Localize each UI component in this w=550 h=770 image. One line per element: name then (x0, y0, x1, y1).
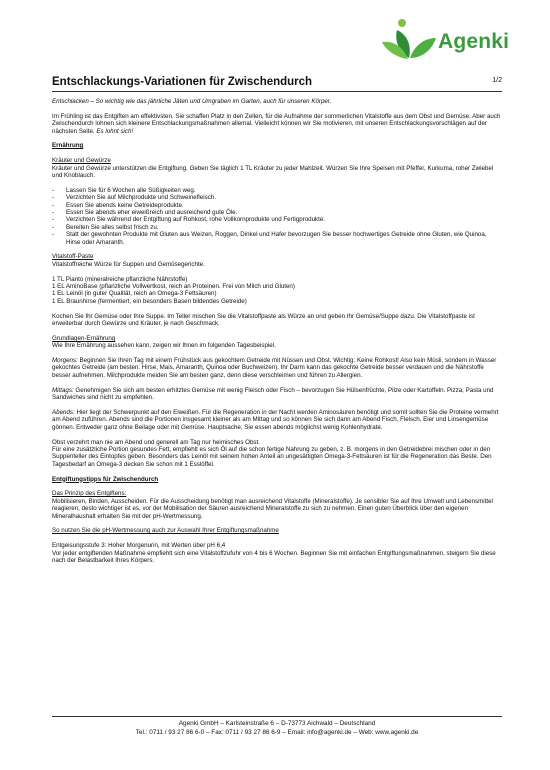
footer-address: Agenki GmbH – Karlsteinstraße 6 – D-73773 Aichwald – Deutschland (178, 720, 376, 727)
abends-paragraph (52, 409, 502, 431)
intro-emphasis: Es lohnt sich! (96, 127, 134, 135)
ingredient-item: 1 EL Braunhirse (fermentiert, ein besonders Basen bildendes Getreide) (52, 297, 247, 305)
ingredient-item: 1 EL AminoBase (pflanzliche Vollwertkost, reich an Proteinen. Frei von Milch und Gluten) (52, 283, 295, 291)
mittags-text: Genehmigen Sie sich am besten erhitztes Gemüse mit wenig Fleisch oder Fisch – bevorzugen Sie Hülsenfrüchte, Pilze oder Kartoffeln. Pizza, Pasta und Sandwiches sind nicht zu empfehlen. (52, 386, 494, 402)
morgens-paragraph (52, 357, 502, 379)
leaf-logo-icon (380, 18, 438, 64)
intro-paragraph-text: Im Frühling ist das Entgiften am effektivsten. Sie schaffen Platz in den Zellen, für die Aufnahme der sommerlichen Vitalstoffe aus dem Obst und Gemüse. Aber auch Zwischendurch lohnen sich kleinere Entschlackungsmaßnahmen allemal. Vielleicht können wir Sie motivieren, mit unseren Entschlackungsvorschlägen auf der nächsten Seite. (52, 112, 501, 135)
mittags-label: Mittags: (52, 386, 74, 394)
agenki-logo (380, 18, 530, 66)
subheading-prinzip: Das Prinzip des Entgiftens: (52, 490, 127, 498)
subheading-ph: So nutzen Sie die pH-Wertmessung auch zur Auswahl Ihrer Entgiftungsmaßnahme (52, 527, 279, 535)
kraeuter-text: Kräuter und Gewürze unterstützen die Entgiftung. Geben Sie täglich 1 TL Kräuter zu jeder Mahlzeit. Würzen Sie Ihre Speisen mit Pfeffer, Kurkuma, roher Zwiebel und Knoblauch. (52, 164, 494, 180)
subheading-vitalstoff: Vitalstoff-Paste (52, 253, 94, 261)
fett-text: Für eine zusätzliche Portion gesundes Fett, empfiehlt es sich Öl auf die schon fertige Nahrung zu geben, z. B. morgens in den Getreidebrei mischen oder in den Suppenteller des Eintopfes geben. Besonders das Leinöl mit seinem hohen Anteil an ungesättigten Omega-3-Fettsäuren ist für die Regeneration das Beste. Den Tagesbedarf an Omega-3 decken Sie schon mit 1 Esslöffel. (52, 445, 492, 468)
subheading-grundlagen: Grundlagen-Ernährung (52, 334, 116, 342)
page-number: 1/2 (492, 77, 502, 84)
intro-text: Entschlacken – So wichtig wie das jährliche Jäten und Umgraben im Garten, auch für unseren Körper. (52, 98, 332, 105)
intro-paragraph (52, 113, 502, 135)
vitalstoff-usage: Kochen Sie Ihr Gemüse oder Ihre Suppe. Im Teller mischen Sie die Vitalstoffpaste als Würze an und geben Ihr Gemüse/Suppe dazu. Die Vitalstoffpaste ist erweiterbar durch Gewürze und Kräuter, je nach Geschmack. (52, 312, 475, 328)
page-title: Entschlackungs-Variationen für Zwischendurch (52, 76, 313, 88)
stufe3-text: Vor jeder entgiftenden Maßnahme empfiehlt sich eine Vitalstoffzufuhr von 4 bis 6 Wochen. Beginnen Sie mit einfachen Entgiftungsmaßnahmen, steigern Sie diese nach der Belastbarkeit Ihres Körpers. (52, 549, 496, 564)
grundlagen-text: Wie Ihre Ernährung aussehen kann, zeigen wir Ihnen im folgenden Tagesbeispiel. (52, 342, 276, 350)
logo-wordmark: Agenki (438, 30, 510, 53)
list-item: - Essen Sie abends keine Getreideprodukte. (52, 202, 502, 209)
section-heading-entgiftung: Entgiftungstipps für Zwischendurch (52, 475, 159, 483)
abends-label: Abends: (52, 408, 75, 416)
section-heading-ernaehrung: Ernährung (52, 142, 84, 150)
prinzip-text: Mobilisieren, Binden, Ausscheiden. Für die Ausscheidung benötigt man ausreichend Vitalstoffe (Mineralstoffe). Je sensibler Sie auf Ihre Umwelt und Lebensmittel reagieren, desto wichtiger ist es, vor der Mobilisation der Säuren ausreichend Mineralstoffe zu sich zu nehmen. Einen guten Überblick über den eigenen Mineralhaushalt erhalten Sie mit der pH-Wertmessung. (52, 497, 493, 520)
morgens-label: Morgens: (52, 357, 78, 365)
ingredient-item: 1 EL Leinöl (in guter Qualität, reich an Omega-3 Fettsäuren) (52, 290, 217, 298)
list-item: - Lassen Sie für 6 Wochen alle Süßigkeiten weg. (52, 187, 502, 194)
footer-divider (52, 716, 502, 717)
ingredient-item: 1 TL Pianto (mineralreiche pflanzliche Nährstoffe) (52, 275, 188, 283)
subheading-kraeuter: Kräuter und Gewürze (52, 157, 111, 165)
morgens-text: Beginnen Sie Ihren Tag mit einem Frühstück aus gekochtem Getreide mit Nüssen und Obst. Wichtig: Keine Rohkost! Also kein Müsli, sondern in Wasser gekochtes Getreide (am besten: Hirse, Mais, Amaranth, Quinoa oder Buchweizen). Ihr Darm kann das gekochte Getreide besser verdauen und die Nährstoffe besser aufnehmen. Milchprodukte meiden Sie am besten ganz, denn diese verschleimen und führen zu Allergien. (52, 357, 497, 379)
list-item: - Bereiten Sie alles selbst frisch zu. (52, 224, 502, 231)
footer-contact: Tel.: 0711 / 93 27 86 6-0 – Fax: 0711 / 93 27 86 6-9 – Email: info@agenki.de – Web: www.agenki.de (135, 729, 419, 736)
page-footer (52, 719, 502, 737)
list-item: - Verzichten Sie während der Entgiftung auf Rohkost, rohe Vollkornprodukte und Fertigprodukte. (52, 216, 502, 223)
list-item: - Statt der gewohnten Produkte mit Gluten aus Weizen, Roggen, Dinkel und Hafer bevorzugen Sie besser hochwertiges Getreide ohne Gluten, wie Quinoa, Hirse oder Amaranth. (52, 231, 502, 246)
mittags-paragraph (52, 387, 502, 402)
abends-text: Hier liegt der Schwerpunkt auf den Eiweißen. Für die Regeneration in der Nacht werden Aminosäuren benötigt und somit sollten Sie die Proteine vermehrt am Abend zuführen. Abends sind die Portionen insgesamt kleiner als am Mittag und so können Sie sich dann am Abend Fisch, Fleisch, Eier und Linsengemüse gönnen. Entweder ganz ohne Beilage oder mit Gemüse. Hauptsache, Sie essen abends möglichst wenig Kohlenhydrate. (52, 408, 499, 431)
document-body (52, 98, 502, 564)
list-item: - Essen Sie abends eher eiweißreich und ausreichend gute Öle. (52, 209, 502, 216)
header-divider (52, 91, 502, 92)
vitalstoff-subtitle: Vitalstoffreiche Würze für Suppen und Gemüsegerichte. (52, 260, 205, 268)
document-header (52, 76, 502, 90)
stufe3-title: Entgeisungsstufe 3: Hoher Morgenurin, mit Werten über pH 6,4 (52, 542, 226, 550)
diet-tips-list (52, 187, 502, 246)
list-item: - Verzichten Sie auf Milchprodukte und Schweinefleisch. (52, 194, 502, 201)
obst-text: Obst verzehrt man nie am Abend und generell am Tag nur heimisches Obst. (52, 438, 260, 446)
